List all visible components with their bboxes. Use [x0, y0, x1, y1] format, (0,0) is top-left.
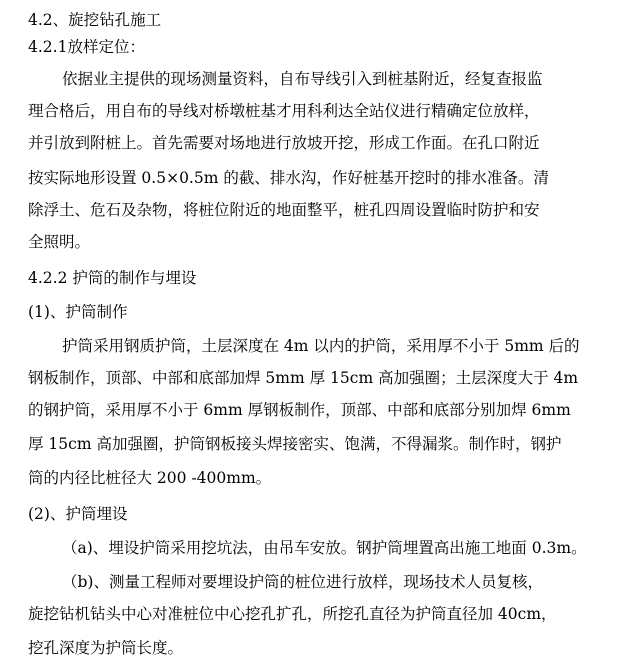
paragraph-line: 理合格后，用自布的导线对桥墩桩基才用科利达全站仪进行精确定位放样，	[28, 102, 540, 120]
section-heading-4-2-1: 4.2.1放样定位：	[28, 38, 145, 56]
paragraph-line: 厚 15cm 高加强圈，护筒钢板接头焊接密实、饱满，不得漏浆。制作时，钢护	[28, 435, 562, 453]
paragraph-line: 除浮土、危石及杂物，将桩位附近的地面整平，桩孔四周设置临时防护和安	[28, 201, 540, 219]
subsection-heading-2: (2)、护筒埋设	[28, 505, 128, 523]
paragraph-line: 并引放到附桩上。首先需要对场地进行放坡开挖，形成工作面。在孔口附近	[28, 134, 540, 152]
paragraph-line: 护筒采用钢质护筒，土层深度在 4m 以内的护筒，采用厚不小于 5mm 后的	[62, 337, 580, 355]
paragraph-line: 依据业主提供的现场测量资料，自布导线引入到桩基附近，经复查报监	[62, 70, 543, 88]
section-heading-4-2-2: 4.2.2 护筒的制作与埋设	[28, 269, 197, 287]
paragraph-line: 的钢护筒，采用厚不小于 6mm 厚钢板制作，顶部、中部和底部分别加焊 6mm	[28, 401, 571, 419]
paragraph-line: 旋挖钻机钻头中心对准桩位中心挖孔扩孔，所挖孔直径为护筒直径加 40cm，	[28, 605, 557, 623]
paragraph-line: 钢板制作，顶部、中部和底部加焊 5mm 厚 15cm 高加强圈；土层深度大于 4m	[28, 369, 579, 387]
paragraph-line: 挖孔深度为护筒长度。	[28, 639, 184, 657]
list-item-a: （a)、埋设护筒采用挖坑法，由吊车安放。钢护筒埋置高出施工地面 0.3m。	[62, 539, 587, 557]
paragraph-line: 筒的内径比桩径大 200 -400mm。	[28, 469, 272, 487]
list-item-b: （b)、测量工程师对要埋设护筒的桩位进行放样，现场技术人员复核，	[62, 573, 543, 591]
paragraph-line: 按实际地形设置 0.5×0.5m 的截、排水沟，作好桩基开挖时的排水准备。清	[28, 169, 549, 187]
subsection-heading-1: (1)、护筒制作	[28, 303, 128, 321]
paragraph-line: 全照明。	[28, 233, 91, 251]
section-heading-4-2: 4.2、旋挖钻孔施工	[28, 11, 162, 29]
